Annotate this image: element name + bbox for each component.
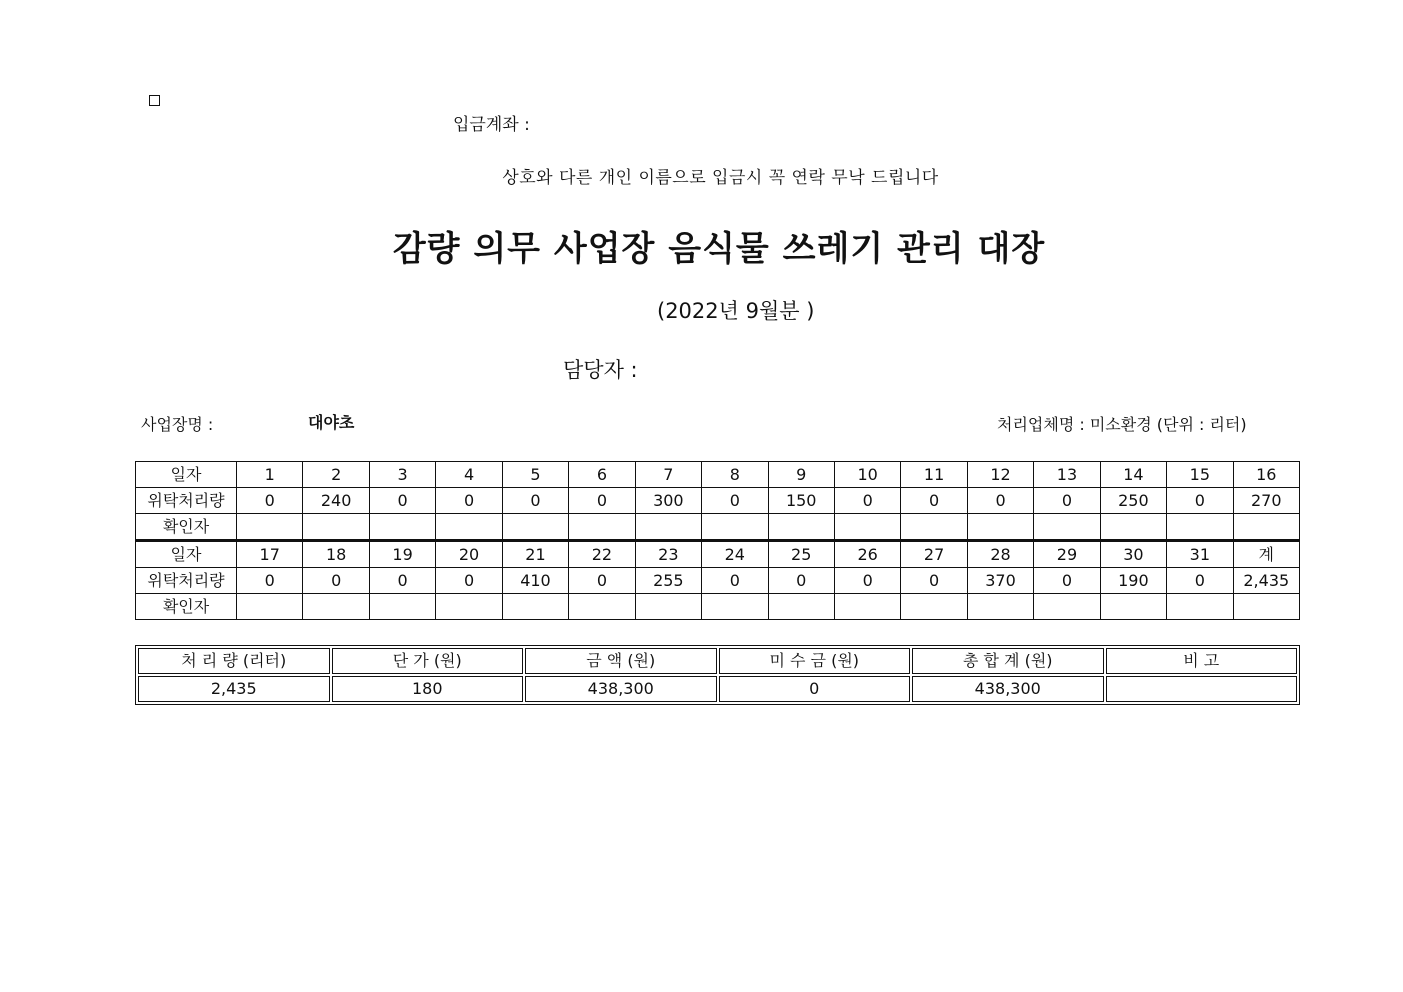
amount-cell: 410 <box>502 568 568 594</box>
day-row-label: 일자 <box>136 462 237 488</box>
day-cell: 5 <box>502 462 568 488</box>
amount-cell: 0 <box>303 568 369 594</box>
page-title: 감량 의무 사업장 음식물 쓰레기 관리 대장 <box>392 229 1046 269</box>
business-name: 대야초 <box>308 413 355 432</box>
confirm-cell[interactable] <box>1034 594 1100 620</box>
amount-cell: 0 <box>967 488 1033 514</box>
day-cell: 27 <box>901 541 967 568</box>
confirm-row-label: 확인자 <box>136 514 237 541</box>
day-cell: 12 <box>967 462 1033 488</box>
day-row <box>136 462 1300 488</box>
confirm-cell[interactable] <box>502 594 568 620</box>
confirm-cell[interactable] <box>702 594 768 620</box>
summary-value-row <box>138 676 1297 702</box>
amount-cell: 0 <box>237 568 303 594</box>
amount-cell: 0 <box>1167 568 1233 594</box>
amount-cell: 0 <box>369 488 435 514</box>
confirm-cell[interactable] <box>237 594 303 620</box>
amount-cell: 0 <box>768 568 834 594</box>
day-cell: 25 <box>768 541 834 568</box>
confirm-cell[interactable] <box>369 594 435 620</box>
confirm-cell[interactable] <box>1167 514 1233 541</box>
amount-row-label: 위탁처리량 <box>136 488 237 514</box>
day-cell: 계 <box>1233 541 1299 568</box>
summary-value-cell: 438,300 <box>912 676 1104 702</box>
amount-row <box>136 488 1300 514</box>
confirm-cell[interactable] <box>502 514 568 541</box>
confirm-cell[interactable] <box>237 514 303 541</box>
amount-cell: 0 <box>901 568 967 594</box>
day-cell: 19 <box>369 541 435 568</box>
day-cell: 6 <box>569 462 635 488</box>
amount-cell: 300 <box>635 488 701 514</box>
summary-header-cell: 미 수 금 (원) <box>719 648 911 674</box>
amount-cell: 255 <box>635 568 701 594</box>
amount-cell: 0 <box>237 488 303 514</box>
manager-label: 담당자 : <box>563 358 638 382</box>
confirm-cell[interactable] <box>635 594 701 620</box>
day-cell: 1 <box>237 462 303 488</box>
amount-cell: 0 <box>569 568 635 594</box>
day-cell: 2 <box>303 462 369 488</box>
day-cell: 30 <box>1100 541 1166 568</box>
summary-header-cell: 금 액 (원) <box>525 648 717 674</box>
summary-value-cell: 180 <box>332 676 524 702</box>
confirm-cell[interactable] <box>967 514 1033 541</box>
amount-cell: 0 <box>1034 488 1100 514</box>
confirm-cell[interactable] <box>303 514 369 541</box>
day-cell: 11 <box>901 462 967 488</box>
amount-cell: 0 <box>1167 488 1233 514</box>
amount-cell: 240 <box>303 488 369 514</box>
confirm-cell[interactable] <box>834 594 900 620</box>
confirm-cell[interactable] <box>1100 594 1166 620</box>
amount-cell: 370 <box>967 568 1033 594</box>
day-cell: 17 <box>237 541 303 568</box>
confirm-cell[interactable] <box>436 594 502 620</box>
confirm-cell[interactable] <box>369 514 435 541</box>
amount-cell: 150 <box>768 488 834 514</box>
confirm-cell[interactable] <box>569 594 635 620</box>
summary-value-cell: 438,300 <box>525 676 717 702</box>
amount-cell: 250 <box>1100 488 1166 514</box>
day-cell: 9 <box>768 462 834 488</box>
amount-cell: 0 <box>502 488 568 514</box>
amount-cell: 0 <box>369 568 435 594</box>
confirm-cell[interactable] <box>635 514 701 541</box>
amount-row <box>136 568 1300 594</box>
confirm-cell[interactable] <box>1167 594 1233 620</box>
confirm-cell[interactable] <box>834 514 900 541</box>
day-cell: 28 <box>967 541 1033 568</box>
day-row <box>136 541 1300 568</box>
day-cell: 18 <box>303 541 369 568</box>
day-cell: 4 <box>436 462 502 488</box>
amount-cell: 0 <box>702 568 768 594</box>
confirm-cell[interactable] <box>569 514 635 541</box>
day-cell: 24 <box>702 541 768 568</box>
daily-log-table <box>135 461 1300 620</box>
summary-table <box>135 645 1300 705</box>
day-cell: 7 <box>635 462 701 488</box>
summary-value-cell <box>1106 676 1298 702</box>
amount-row-label: 위탁처리량 <box>136 568 237 594</box>
confirm-cell[interactable] <box>768 514 834 541</box>
summary-header-cell: 처 리 량 (리터) <box>138 648 330 674</box>
day-cell: 31 <box>1167 541 1233 568</box>
day-cell: 13 <box>1034 462 1100 488</box>
confirm-cell[interactable] <box>702 514 768 541</box>
amount-cell: 0 <box>702 488 768 514</box>
amount-cell: 0 <box>834 568 900 594</box>
day-cell: 21 <box>502 541 568 568</box>
amount-cell: 0 <box>569 488 635 514</box>
day-cell: 15 <box>1167 462 1233 488</box>
amount-cell: 270 <box>1233 488 1299 514</box>
confirm-cell[interactable] <box>1100 514 1166 541</box>
period: (2022년 9월분 ) <box>657 299 815 323</box>
amount-cell: 0 <box>834 488 900 514</box>
day-cell: 23 <box>635 541 701 568</box>
confirm-cell[interactable] <box>768 594 834 620</box>
amount-cell: 0 <box>901 488 967 514</box>
confirm-cell[interactable] <box>901 514 967 541</box>
day-cell: 29 <box>1034 541 1100 568</box>
summary-header-cell: 비 고 <box>1106 648 1298 674</box>
account-label: 입금계좌 : <box>453 115 530 135</box>
confirm-cell[interactable] <box>1034 514 1100 541</box>
day-cell: 14 <box>1100 462 1166 488</box>
amount-cell: 190 <box>1100 568 1166 594</box>
day-cell: 26 <box>834 541 900 568</box>
confirm-cell[interactable] <box>967 594 1033 620</box>
confirm-cell[interactable] <box>436 514 502 541</box>
checkbox-icon[interactable] <box>149 95 160 106</box>
business-label: 사업장명 : <box>141 415 214 434</box>
summary-header-row <box>138 648 1297 674</box>
day-cell: 8 <box>702 462 768 488</box>
day-cell: 16 <box>1233 462 1299 488</box>
confirm-row <box>136 514 1300 541</box>
day-cell: 22 <box>569 541 635 568</box>
day-cell: 3 <box>369 462 435 488</box>
deposit-notice: 상호와 다른 개인 이름으로 입금시 꼭 연락 무낙 드립니다 <box>502 168 939 188</box>
summary-value-cell: 2,435 <box>138 676 330 702</box>
confirm-cell[interactable] <box>1233 514 1299 541</box>
amount-cell: 0 <box>436 488 502 514</box>
amount-cell: 2,435 <box>1233 568 1299 594</box>
day-row-label: 일자 <box>136 541 237 568</box>
confirm-row <box>136 594 1300 620</box>
amount-cell: 0 <box>436 568 502 594</box>
confirm-cell[interactable] <box>901 594 967 620</box>
vendor-info: 처리업체명 : 미소환경 (단위 : 리터) <box>997 415 1247 434</box>
summary-header-cell: 단 가 (원) <box>332 648 524 674</box>
summary-value-cell: 0 <box>719 676 911 702</box>
amount-cell: 0 <box>1034 568 1100 594</box>
day-cell: 10 <box>834 462 900 488</box>
summary-header-cell: 총 합 계 (원) <box>912 648 1104 674</box>
day-cell: 20 <box>436 541 502 568</box>
confirm-row-label: 확인자 <box>136 594 237 620</box>
confirm-cell[interactable] <box>303 594 369 620</box>
confirm-cell[interactable] <box>1233 594 1299 620</box>
